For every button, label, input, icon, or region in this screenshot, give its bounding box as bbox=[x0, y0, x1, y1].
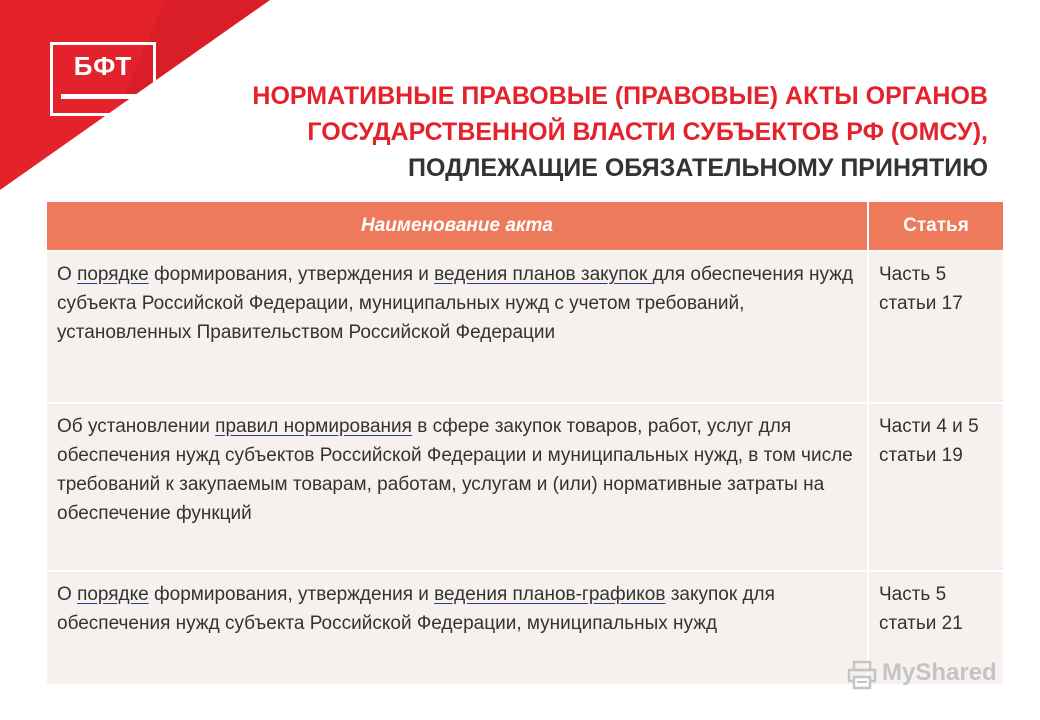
text-segment: Об установлении bbox=[57, 416, 216, 437]
page-title bbox=[208, 78, 988, 186]
logo-bar bbox=[61, 94, 145, 99]
watermark-text: MyShared bbox=[882, 659, 997, 686]
logo-sub: IBS bbox=[131, 101, 147, 111]
myshared-watermark bbox=[846, 655, 1016, 695]
table-header-row bbox=[46, 201, 1004, 251]
article-cell: Часть 5 статьи 21 bbox=[868, 571, 1004, 685]
underlined-term: порядке bbox=[77, 584, 149, 605]
text-segment: в сфере закупок товаров, работ, услуг для обеспечения нужд субъектов Российской Федерации и муниципальных нужд, в том числе требований к закупаемым товарам, работам, услугам и (или) нормативные затраты на обеспечение функций bbox=[57, 416, 853, 524]
act-name-cell bbox=[46, 251, 868, 403]
underlined-term: порядке bbox=[77, 264, 149, 285]
header-act-name: Наименование акта bbox=[46, 201, 868, 251]
title-line-3: ПОДЛЕЖАЩИЕ ОБЯЗАТЕЛЬНОМУ ПРИНЯТИЮ bbox=[408, 154, 988, 182]
text-segment: О bbox=[57, 264, 78, 285]
bft-logo[interactable] bbox=[50, 42, 156, 116]
underlined-term: ведения планов-графиков bbox=[434, 584, 666, 605]
article-cell: Части 4 и 5 статьи 19 bbox=[868, 403, 1004, 571]
logo-text: БФТ bbox=[73, 51, 133, 81]
underlined-term: правил нормирования bbox=[215, 416, 412, 437]
table-row bbox=[46, 251, 1004, 403]
acts-table bbox=[45, 200, 1005, 686]
text-segment: формирования, утверждения и bbox=[148, 584, 435, 605]
table-row bbox=[46, 403, 1004, 571]
printer-icon bbox=[846, 659, 878, 691]
text-segment: для обеспечения нужд субъекта Российской Федерации, муниципальных нужд с учетом требований, установленных Правительством Российской Федерации bbox=[57, 264, 854, 343]
header-article: Статья bbox=[868, 201, 1004, 251]
act-name-cell bbox=[46, 571, 868, 685]
text-segment: формирования, утверждения и bbox=[148, 264, 435, 285]
act-name-cell bbox=[46, 403, 868, 571]
article-cell: Часть 5 статьи 17 bbox=[868, 251, 1004, 403]
text-segment: закупок для обеспечения нужд субъекта Российской Федерации, муниципальных нужд bbox=[57, 584, 775, 634]
underlined-term: ведения планов закупок bbox=[434, 264, 653, 285]
text-segment: О bbox=[57, 584, 78, 605]
title-line-2: ГОСУДАРСТВЕННОЙ ВЛАСТИ СУБЪЕКТОВ РФ (ОМСУ), bbox=[307, 118, 988, 146]
title-line-1: НОРМАТИВНЫЕ ПРАВОВЫЕ (ПРАВОВЫЕ) АКТЫ ОРГАНОВ bbox=[252, 82, 988, 110]
